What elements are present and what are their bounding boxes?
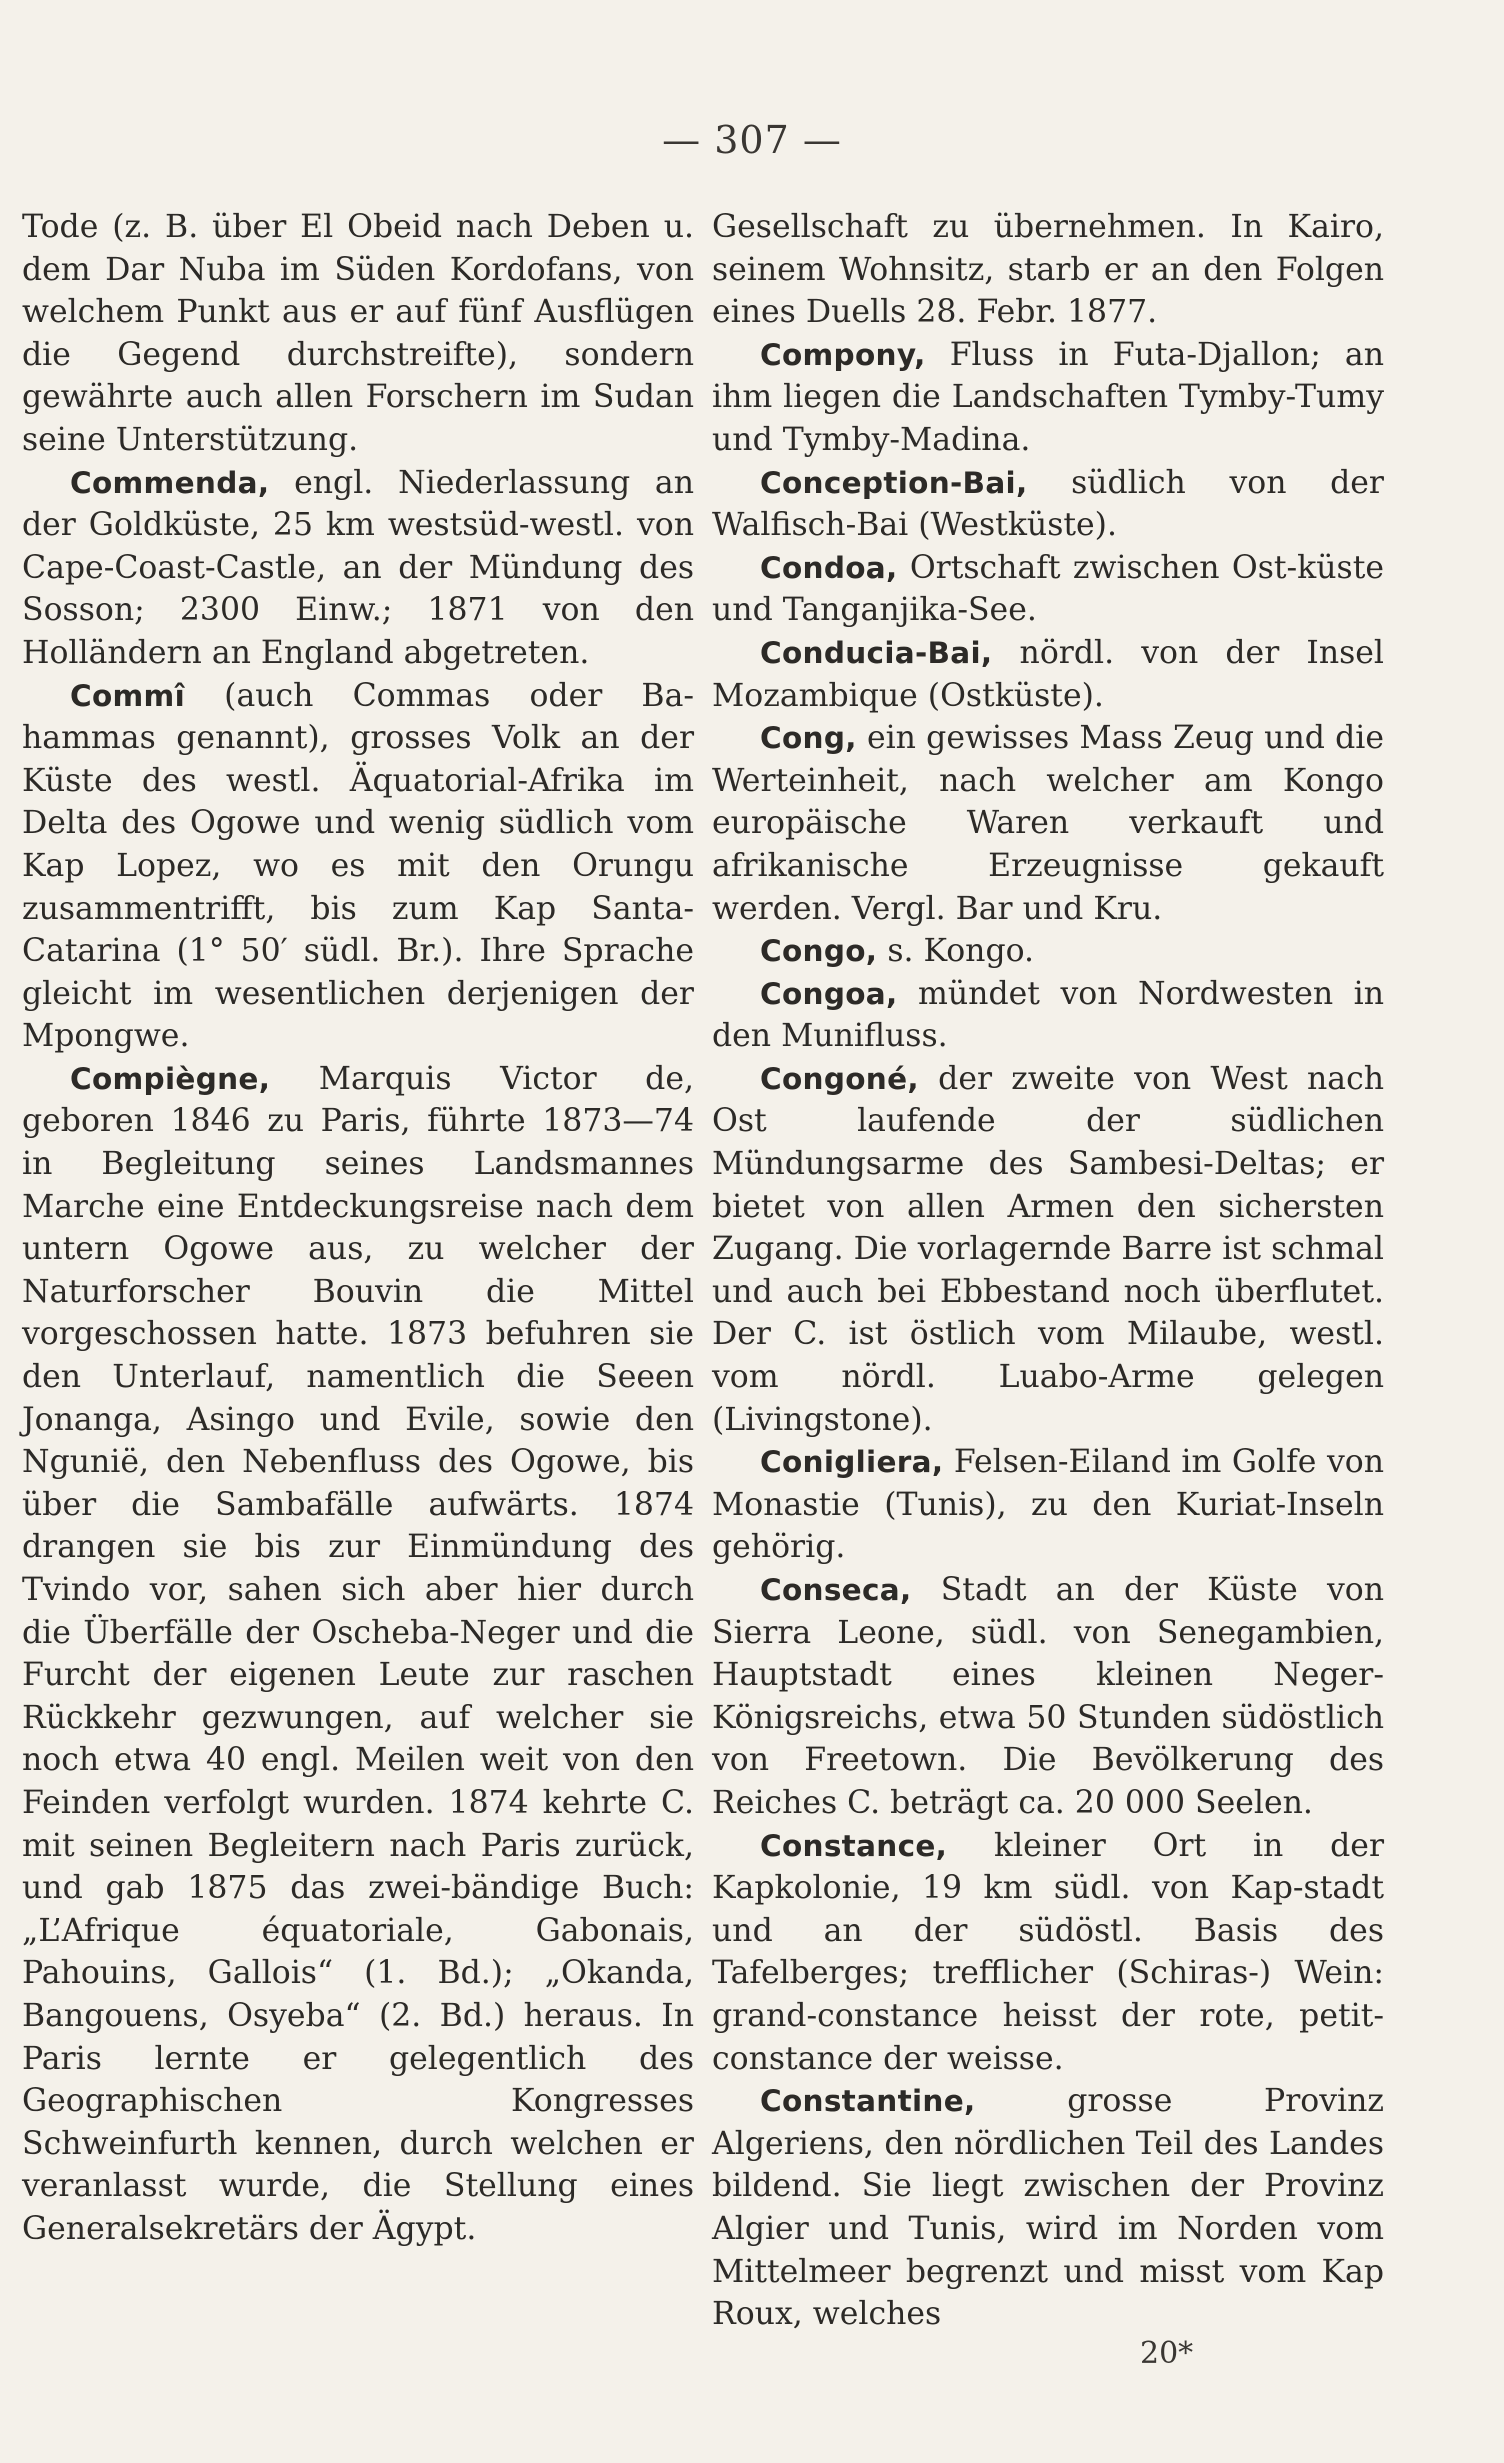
entry-text: Fluss in Futa-Djallon; an ihm liegen die Landschaften Tymby-Tumy und Tymby-Madina. bbox=[712, 336, 1384, 458]
entry-congo bbox=[712, 930, 1384, 973]
entry-congone bbox=[712, 1058, 1384, 1441]
lemma: Compony, bbox=[760, 337, 926, 372]
lemma: Commî bbox=[70, 678, 186, 713]
entry-text: Stadt an der Küste von Sierra Leone, südl. von Senegambien, Hauptstadt eines kleinen Neger-Königsreichs, etwa 50 Stunden südöstlich von Freetown. Die Bevölkerung des Reiches C. beträgt ca. 20 000 Seelen. bbox=[712, 1572, 1384, 1821]
lemma: Congoa, bbox=[760, 976, 898, 1011]
entry-conducia-bai bbox=[712, 632, 1384, 717]
page-number: — 307 — bbox=[662, 118, 842, 162]
entry-text: Tode (z. B. über El Obeid nach Deben u. dem Dar Nuba im Süden Kordofans, von welchem Punkt aus er auf fünf Ausflügen die Gegend durchstreifte), sondern gewährte auch allen Forschern im Sudan seine Unterstützung. bbox=[22, 209, 694, 458]
entry-text: südlich von der Walfisch-Bai (Westküste). bbox=[712, 464, 1384, 544]
entry-continuation bbox=[712, 206, 1384, 334]
entry-text: der zweite von West nach Ost laufende der südlichen Mündungsarme des Sambesi-Deltas; er bietet von allen Armen den sichersten Zugang. Die vorlagernde Barre ist schmal und auch bei Ebbestand noch überflutet. Der C. ist östlich vom Milaube, westl. vom nördl. Luabo-Arme gelegen (Livingstone). bbox=[712, 1060, 1384, 1438]
entry-text: Gesellschaft zu übernehmen. In Kairo, seinem Wohnsitz, starb er an den Folgen eines Duells 28. Febr. 1877. bbox=[712, 209, 1384, 331]
signature-mark: 20* bbox=[1140, 2336, 1194, 2371]
lemma: Conception-Bai, bbox=[760, 465, 1028, 500]
entry-compony bbox=[712, 334, 1384, 462]
entry-text: grosse Provinz Algeriens, den nördlichen Teil des Landes bildend. Sie liegt zwischen der Provinz Algier und Tunis, wird im Norden vom Mittelmeer begrenzt und misst vom Kap Roux, welches bbox=[712, 2083, 1384, 2333]
entry-commenda bbox=[22, 462, 694, 675]
entry-conseca bbox=[712, 1569, 1384, 1825]
entry-conception-bai bbox=[712, 462, 1384, 547]
entry-cong bbox=[712, 717, 1384, 930]
lemma: Constantine, bbox=[760, 2084, 976, 2119]
entry-text: s. Kongo. bbox=[877, 933, 1035, 970]
lemma: Conseca, bbox=[760, 1573, 912, 1607]
entry-text: kleiner Ort in der Kapkolonie, 19 km südl. von Kap-stadt und an der südöstl. Basis des Tafelberges; trefflicher (Schiras-) Wein: grand-constance heisst der rote, petit-constance der weisse. bbox=[712, 1827, 1384, 2077]
lemma: Constance, bbox=[760, 1828, 948, 1863]
entry-congoa bbox=[712, 973, 1384, 1058]
lemma: Cong, bbox=[760, 721, 857, 756]
lemma: Conigliera, bbox=[760, 1445, 944, 1480]
entry-text: nördl. von der Insel Mozambique (Ostküste). bbox=[712, 634, 1384, 714]
lemma: Compiègne, bbox=[70, 1061, 271, 1096]
lemma: Conducia-Bai, bbox=[760, 635, 993, 670]
lemma: Congo, bbox=[760, 934, 878, 969]
entry-text: engl. Niederlassung an der Goldküste, 25 km westsüd-westl. von Cape-Coast-Castle, an der Mündung des Sosson; 2300 Einw.; 1871 von den Holländern an England abgetreten. bbox=[22, 464, 694, 671]
entry-constantine bbox=[712, 2080, 1384, 2336]
entry-text: (auch Commas oder Ba-hammas genannt), grosses Volk an der Küste des westl. Äquatorial-Afrika im Delta des Ogowe und wenig südlich vom Kap Lopez, wo es mit den Orungu zusammentrifft, bis zum Kap Santa-Catarina (1° 50′ südl. Br.). Ihre Sprache gleicht im wesentlichen derjenigen der Mpongwe. bbox=[22, 677, 694, 1055]
lemma: Commenda, bbox=[70, 465, 270, 500]
entry-text: Ortschaft zwischen Ost-küste und Tanganjika-See. bbox=[712, 549, 1384, 629]
left-column bbox=[22, 206, 694, 2251]
entry-text: mündet von Nordwesten in den Munifluss. bbox=[712, 975, 1384, 1055]
lemma: Congoné, bbox=[760, 1061, 919, 1096]
entry-condoa bbox=[712, 547, 1384, 632]
lemma: Condoa, bbox=[760, 550, 898, 585]
entry-text: Marquis Victor de, geboren 1846 zu Paris, führte 1873—74 in Begleitung seines Landsmannes Marche eine Entdeckungsreise nach dem untern Ogowe aus, zu welcher der Naturforscher Bouvin die Mittel vorgeschossen hatte. 1873 befuhren sie den Unterlauf, namentlich die Seeen Jonanga, Asingo und Evile, sowie den Ngunië, den Nebenfluss des Ogowe, bis über die Sambafälle aufwärts. 1874 drangen sie bis zur Einmündung des Tvindo vor, sahen sich aber hier durch die Überfälle der Oscheba-Neger und die Furcht der eigenen Leute zur raschen Rückkehr gezwungen, auf welcher sie noch etwa 40 engl. Meilen weit von den Feinden verfolgt wurden. 1874 kehrte C. mit seinen Begleitern nach Paris zurück, und gab 1875 das zwei-bändige Buch: „L’Afrique équatoriale, Gabonais, Pahouins, Gallois“ (1. Bd.); „Okanda, Bangouens, Osyeba“ (2. Bd.) heraus. In Paris lernte er gelegentlich des Geographischen Kongresses Schweinfurth kennen, durch welchen er veranlasst wurde, die Stellung eines Generalsekretärs der Ägypt. bbox=[22, 1060, 694, 2247]
entry-text: Felsen-Eiland im Golfe von Monastie (Tunis), zu den Kuriat-Inseln gehörig. bbox=[712, 1444, 1384, 1566]
entry-constance bbox=[712, 1825, 1384, 2081]
entry-commi bbox=[22, 675, 694, 1058]
entry-text: ein gewisses Mass Zeug und die Werteinheit, nach welcher am Kongo europäische Waren verkauft und afrikanische Erzeugnisse gekauft werden. Vergl. Bar und Kru. bbox=[712, 720, 1384, 927]
right-column bbox=[712, 206, 1384, 2336]
entry-compiegne bbox=[22, 1058, 694, 2251]
entry-continuation bbox=[22, 206, 694, 462]
entry-conigliera bbox=[712, 1441, 1384, 1569]
